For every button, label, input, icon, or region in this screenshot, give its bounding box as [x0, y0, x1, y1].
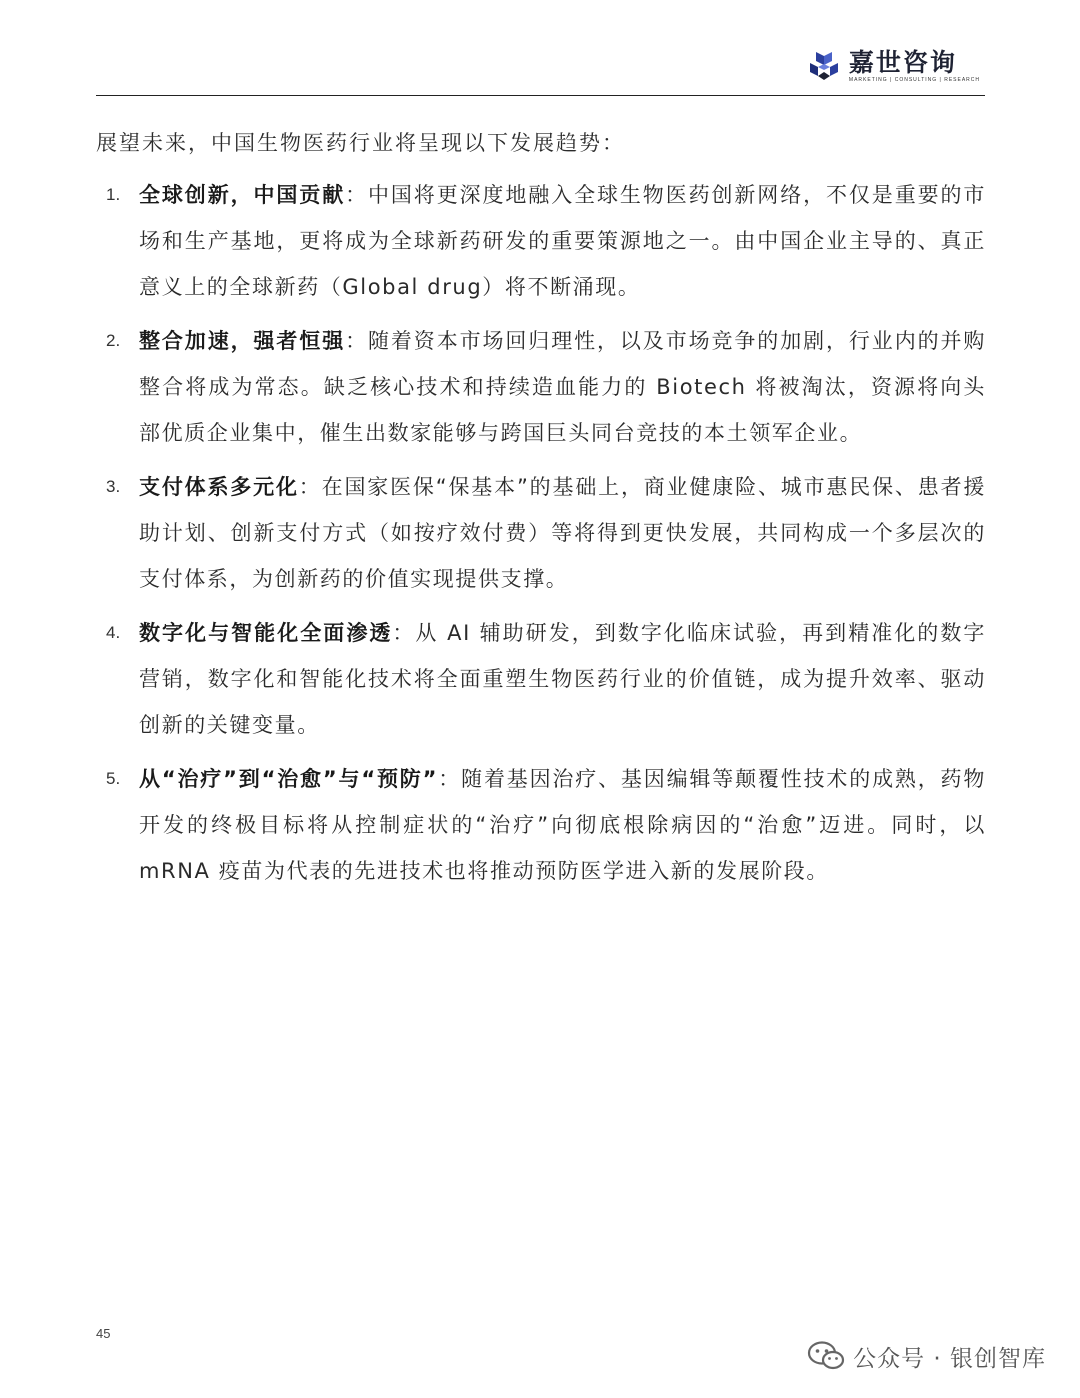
page-number: 45 — [96, 1326, 111, 1341]
header-divider — [96, 95, 985, 96]
intro-paragraph: 展望未来，中国生物医药行业将呈现以下发展趋势： — [96, 131, 625, 155]
watermark-text: 公众号 · 银创智库 — [853, 1345, 1046, 1372]
trend-body: ：从 AI 辅助研发，到数字化临床试验，再到精准化的数字营销，数字化和智能化技术将全面重塑生物医药行业的价值链，成为提升效率、驱动创新的关键变量。 — [139, 621, 986, 737]
trend-title: 支付体系多元化 — [139, 475, 299, 499]
wechat-icon — [807, 1340, 845, 1372]
trend-body: ：在国家医保“保基本”的基础上，商业健康险、城市惠民保、患者援助计划、创新支付方式（如按疗效付费）等将得到更快发展，共同构成一个多层次的支付体系，为创新药的价值实现提供支撑。 — [139, 475, 986, 591]
trend-body: ：随着基因治疗、基因编辑等颠覆性技术的成熟，药物开发的终极目标将从控制症状的“治疗”向彻底根除病因的“治愈”迈进。同时，以 mRNA 疫苗为代表的先进技术也将推动预防医学进入新的发展阶段。 — [139, 767, 986, 883]
watermark — [807, 1336, 1046, 1376]
trend-item-1 — [96, 172, 986, 310]
cube-logo-icon — [807, 49, 841, 83]
trend-number: 5. — [106, 769, 121, 788]
trend-list — [96, 172, 986, 894]
brand-name: 嘉世咨询 — [848, 47, 957, 77]
trend-body: ：随着资本市场回归理性，以及市场竞争的加剧，行业内的并购整合将成为常态。缺乏核心技术和持续造血能力的 Biotech 将被淘汰，资源将向头部优质企业集中，催生出数家能够与跨国巨头同台竞技的本土领军企业。 — [139, 329, 986, 445]
trend-title: 全球创新，中国贡献 — [139, 183, 346, 207]
trend-title: 数字化与智能化全面渗透 — [139, 621, 393, 645]
trend-item-4 — [96, 610, 986, 748]
page-content — [96, 120, 986, 902]
trend-item-2 — [96, 318, 986, 456]
trend-number: 1. — [106, 185, 121, 204]
trend-item-3 — [96, 464, 986, 602]
trend-number: 2. — [106, 331, 121, 350]
trend-body: ：中国将更深度地融入全球生物医药创新网络，不仅是重要的市场和生产基地，更将成为全球新药研发的重要策源地之一。由中国企业主导的、真正意义上的全球新药（Global drug）将不断涌现。 — [139, 183, 986, 299]
brand-tagline: MARKETING | CONSULTING | RESEARCH — [848, 76, 980, 83]
trend-title: 从“治疗”到“治愈”与“预防” — [139, 767, 439, 791]
trend-number: 4. — [106, 623, 121, 642]
trend-item-5 — [96, 756, 986, 894]
trend-title: 整合加速，强者恒强 — [139, 329, 346, 353]
page-header — [96, 40, 984, 96]
brand — [807, 44, 980, 88]
trend-number: 3. — [106, 477, 121, 496]
